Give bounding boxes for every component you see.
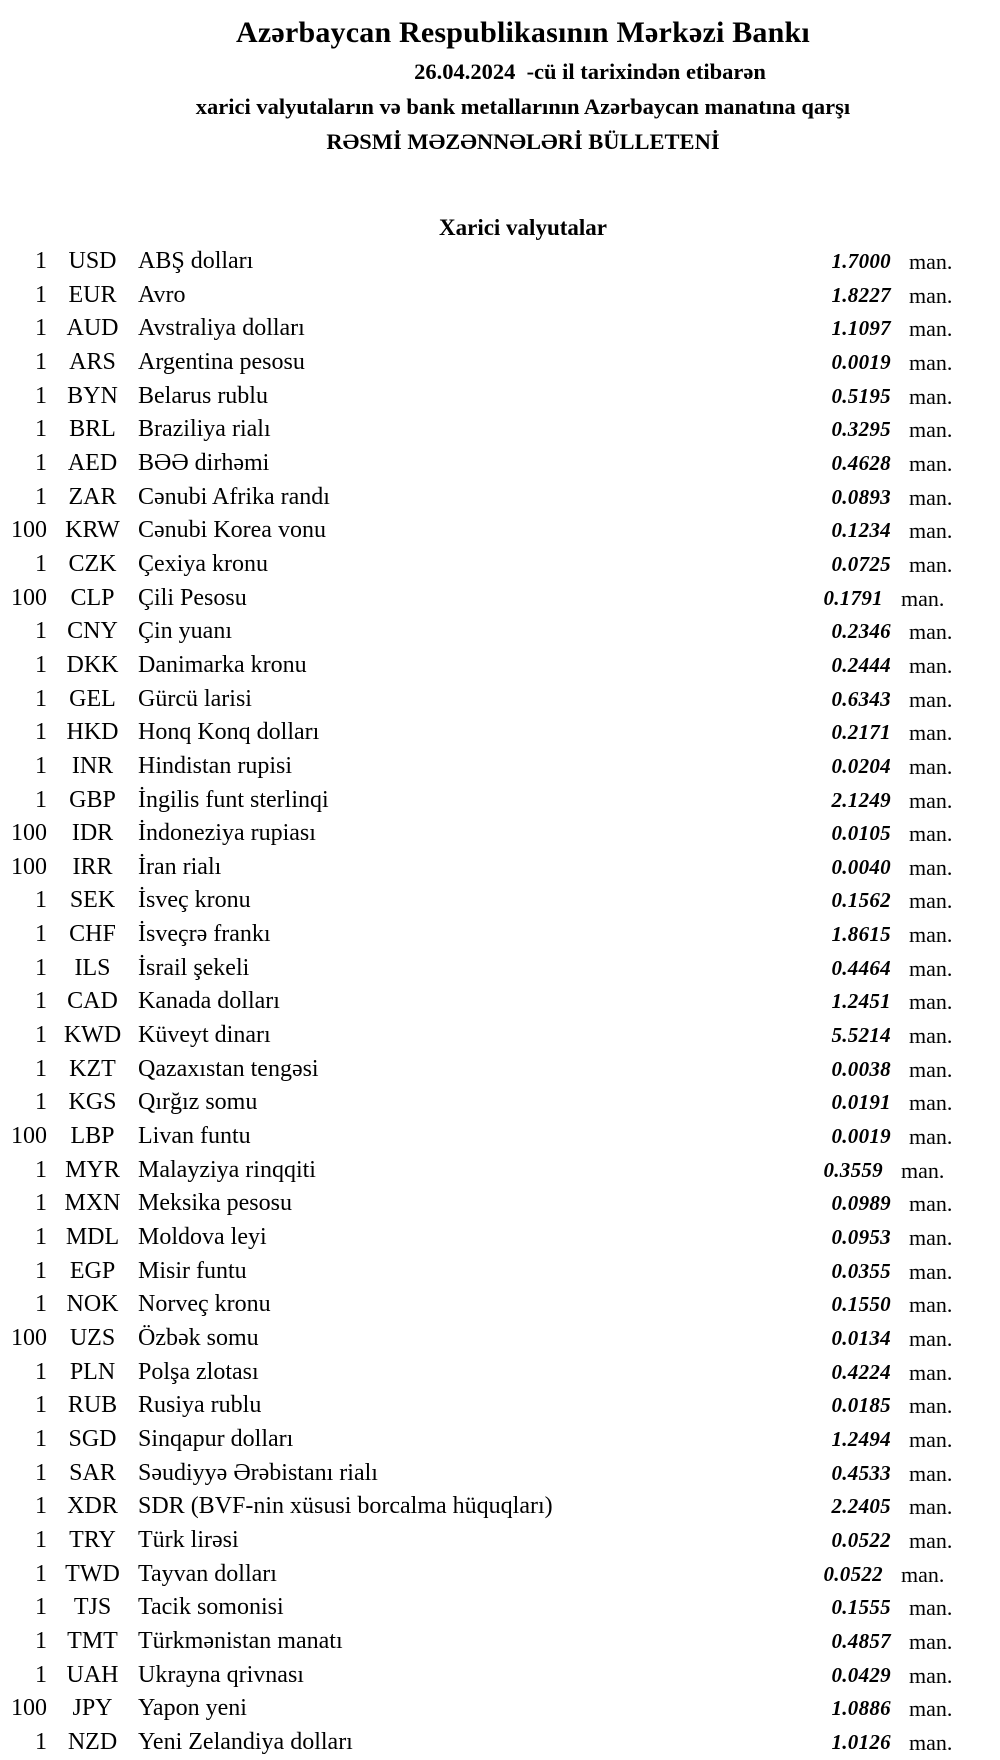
table-row: [0, 1154, 1000, 1188]
quantity-cell: 100: [11, 820, 47, 847]
unit-cell: man.: [901, 585, 945, 611]
unit-cell: man.: [901, 1561, 945, 1587]
quantity-cell: 1: [35, 954, 47, 981]
currency-code-cell: CLP: [70, 584, 115, 611]
quantity-cell: 1: [35, 1358, 47, 1385]
rate-value-cell: 0.1562: [831, 888, 891, 913]
currency-code-cell: TMT: [67, 1627, 118, 1654]
currency-code-cell: PLN: [69, 1358, 116, 1385]
quantity-cell: 1: [35, 248, 47, 274]
currency-code-cell: CZK: [68, 550, 117, 577]
currency-name-cell: Meksika pesosu: [138, 1190, 292, 1217]
currency-code-cell: ARS: [69, 348, 116, 375]
currency-name-cell: Türkmənistan manatı: [138, 1627, 343, 1654]
currency-code-cell: SGD: [68, 1425, 117, 1452]
quantity-cell: 1: [35, 1291, 47, 1318]
currency-code-cell: MXN: [64, 1190, 121, 1217]
table-row: [0, 380, 1000, 414]
unit-cell: man.: [909, 518, 953, 544]
rate-value-cell: 0.0019: [831, 349, 891, 374]
rate-value-cell: 1.2451: [831, 989, 891, 1014]
table-row: [0, 1053, 1000, 1087]
currency-code-cell: AUD: [66, 315, 119, 342]
unit-cell: man.: [909, 484, 953, 510]
table-row: [0, 481, 1000, 515]
table-row: [0, 1187, 1000, 1221]
currency-name-cell: Çili Pesosu: [138, 584, 247, 611]
currency-name-cell: İngilis funt sterlinqi: [138, 786, 329, 813]
rate-value-cell: 0.0953: [831, 1225, 891, 1250]
quantity-cell: 1: [35, 887, 47, 914]
table-row: [0, 1389, 1000, 1423]
rate-value-cell: 0.0105: [831, 821, 891, 846]
table-row: [0, 1086, 1000, 1120]
rate-value-cell: 0.1555: [831, 1595, 891, 1620]
unit-cell: man.: [909, 450, 953, 476]
unit-cell: man.: [909, 1628, 953, 1654]
currency-code-cell: SAR: [69, 1459, 116, 1486]
quantity-cell: 1: [35, 1425, 47, 1452]
quantity-cell: 1: [35, 315, 47, 342]
quantity-cell: 1: [35, 449, 47, 476]
table-row: [0, 1255, 1000, 1289]
currency-name-cell: Küveyt dinarı: [138, 1022, 271, 1049]
currency-name-cell: Argentina pesosu: [138, 348, 305, 375]
quantity-cell: 100: [11, 517, 47, 544]
bulletin-title: RƏSMİ MƏZƏNNƏLƏRİ BÜLLETENİ: [326, 129, 720, 154]
currency-name-cell: Qırğız somu: [138, 1089, 258, 1116]
currency-code-cell: UZS: [69, 1325, 116, 1351]
unit-cell: man.: [909, 1729, 953, 1755]
rate-value-cell: 0.4857: [831, 1628, 891, 1653]
rate-value-cell: 0.0355: [831, 1258, 891, 1283]
table-row: [0, 1423, 1000, 1457]
quantity-cell: 1: [35, 1661, 47, 1688]
rate-value-cell: 1.1097: [831, 316, 891, 341]
unit-cell: man.: [909, 249, 953, 274]
table-row: [0, 952, 1000, 986]
table-row: [0, 1524, 1000, 1558]
rate-value-cell: 0.6343: [831, 686, 891, 711]
table-row: [0, 1659, 1000, 1693]
table-row: [0, 985, 1000, 1019]
table-row: [0, 1288, 1000, 1322]
currency-name-cell: İndoneziya rupiası: [138, 820, 316, 847]
table-row: [0, 1356, 1000, 1390]
unit-cell: man.: [909, 1292, 953, 1318]
currency-name-cell: BƏƏ dirhəmi: [138, 449, 270, 476]
currency-code-cell: IDR: [71, 820, 114, 847]
rate-value-cell: 1.0886: [831, 1696, 891, 1721]
unit-cell: man.: [909, 888, 953, 914]
table-row: [0, 245, 1000, 279]
currency-name-cell: Misir funtu: [138, 1257, 247, 1284]
quantity-cell: 1: [35, 483, 47, 510]
currency-name-cell: Ukrayna qrivnası: [138, 1661, 304, 1688]
currency-name-cell: Polşa zlotası: [138, 1358, 259, 1385]
unit-cell: man.: [901, 1157, 945, 1183]
quantity-cell: 1: [35, 1526, 47, 1553]
table-row: [0, 1120, 1000, 1154]
currency-code-cell: RUB: [67, 1392, 118, 1419]
unit-cell: man.: [909, 1326, 953, 1351]
quantity-cell: 1: [35, 719, 47, 746]
quantity-cell: 1: [35, 416, 47, 443]
quantity-cell: 1: [35, 1156, 47, 1183]
currency-name-cell: Honq Konq dolları: [138, 719, 320, 746]
quantity-cell: 1: [35, 1728, 47, 1755]
table-row: [0, 1625, 1000, 1659]
table-row: [0, 1591, 1000, 1625]
table-row: [0, 346, 1000, 380]
rate-value-cell: 0.4533: [831, 1460, 891, 1485]
page-title: Azərbaycan Respublikasının Mərkəzi Bankı: [236, 16, 810, 49]
currency-code-cell: XDR: [67, 1493, 118, 1520]
unit-cell: man.: [909, 1662, 953, 1688]
quantity-cell: 1: [35, 651, 47, 678]
currency-name-cell: Qazaxıstan tengəsi: [138, 1055, 319, 1082]
unit-cell: man.: [909, 316, 953, 342]
table-row: [0, 447, 1000, 481]
currency-name-cell: Hindistan rupisi: [138, 752, 292, 779]
unit-cell: man.: [909, 1090, 953, 1116]
currency-name-cell: ABŞ dolları: [138, 248, 254, 274]
quantity-cell: 1: [35, 1627, 47, 1654]
unit-cell: man.: [909, 1124, 953, 1150]
table-row: [0, 1221, 1000, 1255]
quantity-cell: 100: [11, 1695, 47, 1722]
currency-code-cell: CAD: [67, 988, 118, 1015]
currency-name-cell: Cənubi Afrika randı: [138, 483, 330, 510]
rate-value-cell: 0.4464: [831, 955, 891, 980]
table-row: [0, 1726, 1000, 1760]
unit-cell: man.: [909, 989, 953, 1015]
table-row: [0, 413, 1000, 447]
table-row: [0, 514, 1000, 548]
currency-code-cell: TRY: [69, 1526, 116, 1553]
table-row: [0, 716, 1000, 750]
quantity-cell: 100: [11, 853, 47, 880]
unit-cell: man.: [909, 1191, 953, 1217]
rate-value-cell: 0.0040: [831, 854, 891, 879]
rate-value-cell: 0.0191: [831, 1090, 891, 1115]
currency-name-cell: Danimarka kronu: [138, 651, 307, 678]
currency-code-cell: KWD: [63, 1022, 122, 1049]
table-row: [0, 1558, 1000, 1592]
currency-code-cell: UAH: [66, 1661, 119, 1688]
rate-value-cell: 1.2494: [831, 1426, 891, 1451]
unit-cell: man.: [909, 1460, 953, 1486]
unit-cell: man.: [909, 922, 953, 948]
currency-code-cell: MYR: [65, 1156, 120, 1183]
currency-code-cell: EUR: [68, 281, 117, 308]
table-row: [0, 1322, 1000, 1356]
unit-cell: man.: [909, 619, 953, 645]
currency-code-cell: USD: [68, 248, 117, 274]
quantity-cell: 1: [35, 1257, 47, 1284]
table-row: [0, 279, 1000, 313]
quantity-cell: 1: [35, 1022, 47, 1049]
rate-value-cell: 0.4224: [831, 1359, 891, 1384]
currency-name-cell: İsveçrə frankı: [138, 921, 271, 948]
currency-code-cell: KRW: [65, 517, 120, 544]
quantity-cell: 100: [11, 1325, 47, 1351]
table-row: [0, 1692, 1000, 1726]
quantity-cell: 1: [35, 921, 47, 948]
currency-name-cell: SDR (BVF-nin xüsusi borcalma hüquqları): [138, 1493, 553, 1520]
quantity-cell: 1: [35, 752, 47, 779]
quantity-cell: 1: [35, 1493, 47, 1520]
table-row: [0, 1490, 1000, 1524]
rate-value-cell: 0.2444: [831, 652, 891, 677]
unit-cell: man.: [909, 349, 953, 375]
unit-cell: man.: [909, 282, 953, 308]
rates-table: [0, 245, 1000, 1760]
currency-code-cell: LBP: [70, 1123, 115, 1150]
unit-cell: man.: [909, 1696, 953, 1722]
quantity-cell: 1: [35, 1459, 47, 1486]
table-row: [0, 312, 1000, 346]
unit-cell: man.: [909, 383, 953, 409]
currency-name-cell: Braziliya rialı: [138, 416, 271, 443]
quantity-cell: 1: [35, 786, 47, 813]
unit-cell: man.: [909, 1225, 953, 1251]
rate-value-cell: 0.5195: [831, 383, 891, 408]
rate-value-cell: 0.0204: [831, 753, 891, 778]
rate-value-cell: 0.2346: [831, 619, 891, 644]
unit-cell: man.: [909, 1056, 953, 1082]
document-header: [46, 0, 1000, 244]
rate-value-cell: 0.2171: [831, 720, 891, 745]
unit-cell: man.: [909, 1595, 953, 1621]
currency-name-cell: Sinqapur dolları: [138, 1425, 294, 1452]
currency-code-cell: ZAR: [68, 483, 117, 510]
currency-name-cell: Çexiya kronu: [138, 550, 268, 577]
table-row: [0, 615, 1000, 649]
unit-cell: man.: [909, 551, 953, 577]
currency-code-cell: KGS: [68, 1089, 117, 1116]
quantity-cell: 1: [35, 1560, 47, 1587]
currency-name-cell: Norveç kronu: [138, 1291, 271, 1318]
quantity-cell: 1: [35, 618, 47, 645]
table-row: [0, 649, 1000, 683]
quantity-cell: 1: [35, 685, 47, 712]
currency-name-cell: Tacik somonisi: [138, 1594, 284, 1621]
currency-name-cell: Türk lirəsi: [138, 1526, 239, 1553]
rate-value-cell: 0.0019: [831, 1124, 891, 1149]
currency-name-cell: Çin yuanı: [138, 618, 232, 645]
table-row: [0, 851, 1000, 885]
unit-cell: man.: [909, 1494, 953, 1520]
currency-code-cell: JPY: [72, 1695, 113, 1722]
unit-cell: man.: [909, 1258, 953, 1284]
quantity-cell: 1: [35, 1055, 47, 1082]
rate-value-cell: 0.0522: [831, 1527, 891, 1552]
currency-code-cell: ILS: [74, 954, 111, 981]
currency-name-cell: Livan funtu: [138, 1123, 251, 1150]
quantity-cell: 100: [11, 584, 47, 611]
currency-code-cell: NZD: [67, 1728, 118, 1755]
unit-cell: man.: [909, 686, 953, 712]
rate-value-cell: 0.1234: [831, 518, 891, 543]
currency-code-cell: SEK: [69, 887, 116, 914]
quantity-cell: 1: [35, 1224, 47, 1251]
currency-name-cell: Gürcü larisi: [138, 685, 252, 712]
rate-value-cell: 1.8615: [831, 922, 891, 947]
currency-code-cell: AED: [67, 449, 118, 476]
currency-name-cell: Özbək somu: [138, 1325, 259, 1351]
quantity-cell: 1: [35, 1190, 47, 1217]
table-row: [0, 918, 1000, 952]
currency-code-cell: GBP: [69, 786, 116, 813]
rate-value-cell: 0.3559: [823, 1157, 883, 1182]
rate-value-cell: 0.0038: [831, 1056, 891, 1081]
unit-cell: man.: [909, 652, 953, 678]
unit-cell: man.: [909, 417, 953, 443]
currency-name-cell: Səudiyyə Ərəbistanı rialı: [138, 1459, 378, 1486]
currency-code-cell: IRR: [72, 853, 113, 880]
section-title: Xarici valyutalar: [439, 215, 607, 240]
currency-name-cell: Avro: [138, 281, 186, 308]
currency-name-cell: Cənubi Korea vonu: [138, 517, 326, 544]
table-row: [0, 1457, 1000, 1491]
currency-code-cell: TWD: [65, 1560, 120, 1587]
currency-name-cell: Yapon yeni: [138, 1695, 247, 1722]
subtitle-line: xarici valyutaların və bank metallarının Azərbaycan manatına qarşı: [195, 94, 851, 119]
unit-cell: man.: [909, 821, 953, 847]
table-row: [0, 750, 1000, 784]
quantity-cell: 1: [35, 281, 47, 308]
currency-name-cell: İsveç kronu: [138, 887, 251, 914]
rate-value-cell: 2.2405: [831, 1494, 891, 1519]
currency-name-cell: Rusiya rublu: [138, 1392, 262, 1419]
currency-name-cell: Malayziya rinqqiti: [138, 1156, 316, 1183]
table-row: [0, 784, 1000, 818]
unit-cell: man.: [909, 1023, 953, 1049]
unit-cell: man.: [909, 1527, 953, 1553]
currency-code-cell: KZT: [69, 1055, 116, 1082]
rate-value-cell: 2.1249: [831, 787, 891, 812]
rate-value-cell: 0.0725: [831, 551, 891, 576]
currency-code-cell: INR: [71, 752, 114, 779]
unit-cell: man.: [909, 955, 953, 981]
rate-value-cell: 0.1791: [823, 585, 883, 610]
date-line: 26.04.2024 -cü il tarixindən etibarən: [414, 59, 766, 84]
currency-name-cell: Avstraliya dolları: [138, 315, 305, 342]
currency-code-cell: GEL: [69, 685, 116, 712]
quantity-cell: 1: [35, 1089, 47, 1116]
quantity-cell: 1: [35, 1594, 47, 1621]
rate-value-cell: 1.7000: [831, 249, 891, 273]
currency-code-cell: NOK: [66, 1291, 119, 1318]
unit-cell: man.: [909, 720, 953, 746]
currency-name-cell: İran rialı: [138, 853, 222, 880]
currency-name-cell: Kanada dolları: [138, 988, 280, 1015]
table-row: [0, 1019, 1000, 1053]
rate-value-cell: 0.0134: [831, 1326, 891, 1350]
unit-cell: man.: [909, 753, 953, 779]
currency-name-cell: Yeni Zelandiya dolları: [138, 1728, 353, 1755]
table-row: [0, 582, 1000, 616]
currency-code-cell: CHF: [69, 921, 116, 948]
unit-cell: man.: [909, 854, 953, 880]
table-row: [0, 683, 1000, 717]
rate-value-cell: 5.5214: [831, 1023, 891, 1048]
quantity-cell: 1: [35, 382, 47, 409]
rate-value-cell: 0.4628: [831, 450, 891, 475]
table-row: [0, 884, 1000, 918]
currency-name-cell: Belarus rublu: [138, 382, 268, 409]
currency-code-cell: DKK: [66, 651, 119, 678]
unit-cell: man.: [909, 1359, 953, 1385]
currency-name-cell: Moldova leyi: [138, 1224, 267, 1251]
quantity-cell: 1: [35, 550, 47, 577]
rate-value-cell: 1.0126: [831, 1729, 891, 1754]
rate-value-cell: 0.0429: [831, 1662, 891, 1687]
currency-code-cell: BRL: [69, 416, 116, 443]
rate-value-cell: 0.1550: [831, 1292, 891, 1317]
rate-value-cell: 0.3295: [831, 417, 891, 442]
currency-name-cell: Tayvan dolları: [138, 1560, 277, 1587]
currency-name-cell: İsrail şekeli: [138, 954, 250, 981]
rate-value-cell: 0.0185: [831, 1393, 891, 1418]
unit-cell: man.: [909, 787, 953, 813]
currency-code-cell: BYN: [67, 382, 118, 409]
unit-cell: man.: [909, 1426, 953, 1452]
quantity-cell: 1: [35, 988, 47, 1015]
unit-cell: man.: [909, 1393, 953, 1419]
currency-code-cell: EGP: [69, 1257, 116, 1284]
currency-code-cell: HKD: [66, 719, 119, 746]
quantity-cell: 100: [11, 1123, 47, 1150]
table-row: [0, 817, 1000, 851]
currency-code-cell: CNY: [67, 618, 118, 645]
rate-value-cell: 0.0989: [831, 1191, 891, 1216]
table-row: [0, 548, 1000, 582]
currency-code-cell: TJS: [73, 1594, 112, 1621]
rate-value-cell: 1.8227: [831, 282, 891, 307]
quantity-cell: 1: [35, 1392, 47, 1419]
rate-value-cell: 0.0522: [823, 1561, 883, 1586]
quantity-cell: 1: [35, 348, 47, 375]
rate-value-cell: 0.0893: [831, 484, 891, 509]
currency-code-cell: MDL: [65, 1224, 120, 1251]
